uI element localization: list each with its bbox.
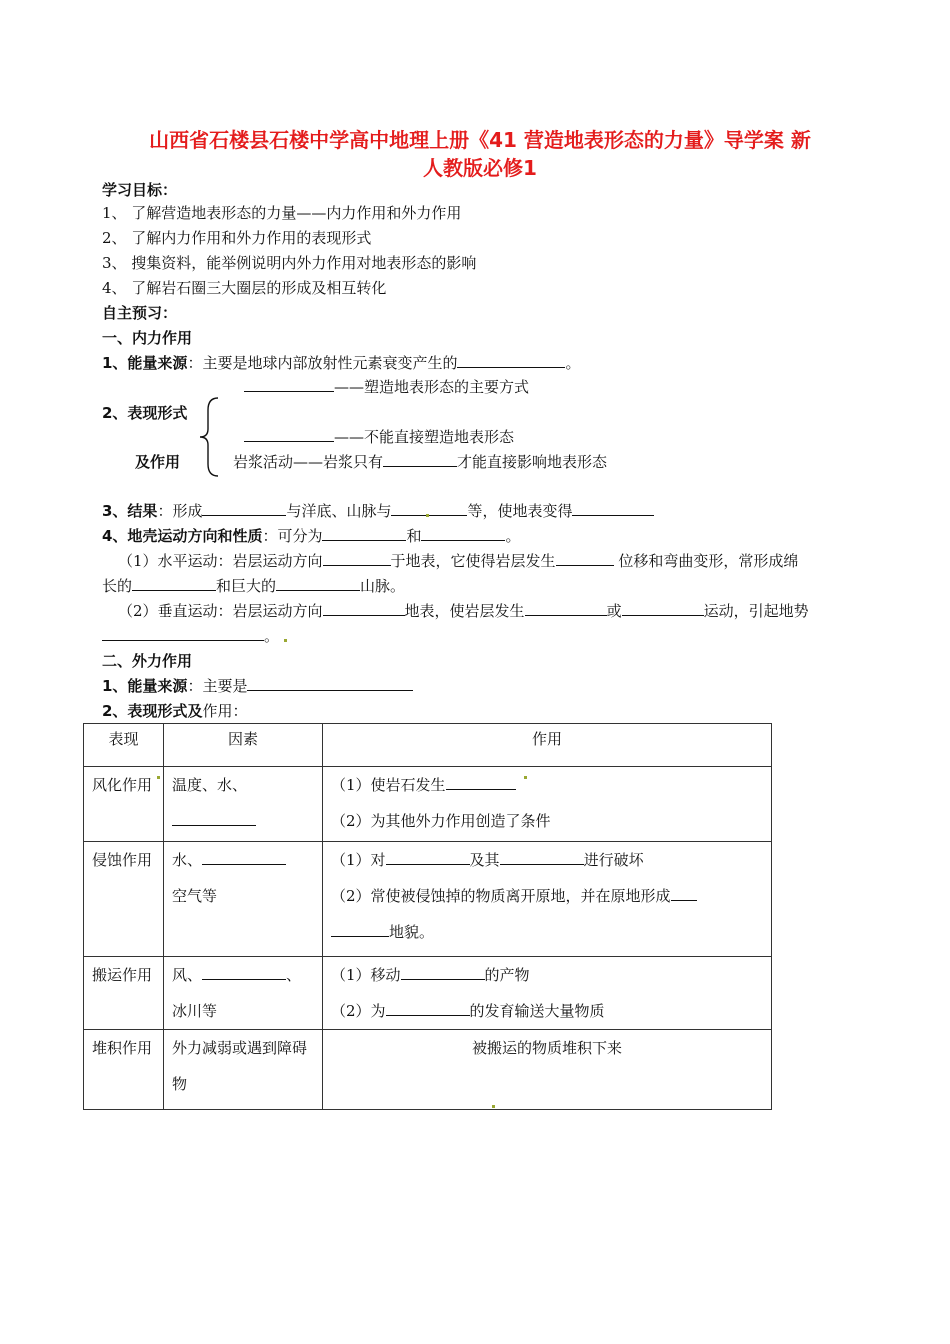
blank-field[interactable] — [276, 576, 360, 591]
stray-dot — [524, 776, 527, 779]
objective-item-1: 1、 了解营造地表形态的力量——内力作用和外力作用 — [102, 204, 462, 222]
preview-heading: 自主预习： — [102, 304, 178, 322]
table-cell-name: 搬运作用 — [84, 957, 164, 1030]
blank-field[interactable] — [244, 377, 334, 392]
external-forms-text: 作用： — [202, 702, 248, 720]
table-cell-effect: 被搬运的物质堆积下来 — [323, 1030, 772, 1110]
result-text-b: 与洋底、山脉与 — [286, 502, 392, 520]
form-3-pre: 岩浆活动——岩浆只有 — [233, 453, 384, 471]
blank-field[interactable] — [322, 526, 406, 541]
blank-field[interactable] — [421, 526, 505, 541]
section-1-heading: 一、内力作用 — [102, 329, 193, 347]
table-cell-name: 风化作用 — [84, 767, 164, 842]
horizontal-text-a: （1）水平运动：岩层运动方向 — [118, 552, 323, 570]
blank-field[interactable] — [622, 601, 704, 616]
blank-field[interactable] — [383, 452, 457, 467]
header-cell: 因素 — [164, 724, 323, 767]
table-row — [84, 1030, 772, 1110]
vertical-text-end: 。 — [264, 627, 280, 645]
vertical-text-c: 或 — [606, 602, 622, 620]
forms-label: 2、表现形式 — [102, 404, 188, 422]
external-energy-label: 1、能量来源 — [102, 677, 188, 695]
table-cell-effect: （1）对 及其 进行破坏 （2）常使被侵蚀掉的物质离开原地，并在原地形成 地貌。 — [323, 842, 772, 957]
forms-label-2: 及作用 — [135, 453, 181, 471]
blank-field[interactable] — [525, 601, 607, 616]
stray-dot — [426, 514, 429, 517]
blank-field[interactable] — [386, 1001, 470, 1016]
table-cell-factor: 水、 空气等 — [164, 842, 323, 957]
header-cell: 作用 — [323, 724, 772, 767]
table-cell-factor: 外力减弱或遇到障碍 物 — [164, 1030, 323, 1110]
table-row — [84, 957, 772, 1030]
blank-field[interactable] — [386, 850, 470, 865]
blank-field[interactable] — [202, 850, 286, 865]
blank-field[interactable] — [572, 501, 654, 516]
table-cell-name: 侵蚀作用 — [84, 842, 164, 957]
blank-field[interactable] — [247, 676, 413, 691]
vertical-text-d: 运动，引起地势 — [703, 602, 809, 620]
section-2-heading: 二、外力作用 — [102, 652, 193, 670]
title-line-1: 山西省石楼县石楼中学高中地理上册《41 营造地表形态的力量》导学案 新 — [149, 128, 811, 152]
table-cell-name: 堆积作用 — [84, 1030, 164, 1110]
horizontal-text-e: 和巨大的 — [216, 577, 277, 595]
table-cell-effect: （1）使岩石发生 （2）为其他外力作用创造了条件 — [323, 767, 772, 842]
form-2-line — [244, 427, 514, 447]
blank-field[interactable] — [202, 501, 286, 516]
crust-text-a: ：可分为 — [262, 527, 323, 545]
objective-item-4: 4、 了解岩石圈三大圈层的形成及相互转化 — [102, 279, 387, 297]
form-1-text: ——塑造地表形态的主要方式 — [334, 378, 530, 396]
table-cell-factor: 风、 、 冰川等 — [164, 957, 323, 1030]
table-cell-effect: （1）移动 的产物 （2）为 的发育输送大量物质 — [323, 957, 772, 1030]
document-title — [95, 126, 865, 182]
table-row — [84, 842, 772, 957]
crust-text-b: 和 — [406, 527, 422, 545]
horizontal-text-d: 长的 — [102, 577, 133, 595]
internal-energy-text: ：主要是地球内部放射性元素衰变产生的 — [187, 354, 458, 372]
crust-label: 4、地壳运动方向和性质 — [102, 527, 263, 545]
blank-field[interactable] — [391, 501, 467, 516]
blank-field[interactable] — [323, 551, 391, 566]
blank-field[interactable] — [401, 965, 485, 980]
blank-field[interactable] — [331, 922, 389, 937]
external-energy-text: ：主要是 — [187, 677, 248, 695]
external-forms-line — [102, 701, 247, 721]
internal-energy-label: 1、能量来源 — [102, 354, 188, 372]
crust-text-c: 。 — [505, 527, 521, 545]
form-3-line — [233, 452, 607, 472]
blank-field[interactable] — [244, 427, 334, 442]
external-forms-label: 2、表现形式及 — [102, 702, 203, 720]
table-row — [84, 767, 772, 842]
internal-energy-end: 。 — [565, 354, 581, 372]
horizontal-motion-line — [118, 551, 798, 571]
horizontal-text-c: 位移和弯曲变形，常形成绵 — [613, 552, 799, 570]
title-line-2: 人教版必修1 — [423, 156, 537, 180]
blank-field[interactable] — [132, 576, 216, 591]
blank-field[interactable] — [500, 850, 584, 865]
objectives-heading: 学习目标： — [102, 181, 178, 199]
vertical-text-b: 地表，使岩层发生 — [404, 602, 525, 620]
blank-field[interactable] — [102, 626, 264, 641]
vertical-motion-line — [118, 601, 809, 621]
result-text-a: ：形成 — [157, 502, 203, 520]
blank-field[interactable] — [671, 886, 697, 901]
header-cell: 表现 — [84, 724, 164, 767]
table-cell-factor: 温度、水、 — [164, 767, 323, 842]
crust-line — [102, 526, 521, 546]
form-3-post: 才能直接影响地表形态 — [457, 453, 608, 471]
external-energy-line — [102, 676, 413, 696]
horizontal-text-b: 于地表，它使得岩层发生 — [390, 552, 556, 570]
result-label: 3、结果 — [102, 502, 158, 520]
vertical-text-a: （2）垂直运动：岩层运动方向 — [118, 602, 323, 620]
vertical-motion-line-2 — [102, 626, 279, 646]
objective-item-3: 3、 搜集资料，能举例说明内外力作用对地表形态的影响 — [102, 254, 477, 272]
blank-field[interactable] — [202, 965, 286, 980]
form-1-line — [244, 377, 529, 397]
form-2-text: ——不能直接塑造地表形态 — [334, 428, 515, 446]
table-header-row — [84, 724, 772, 767]
blank-field[interactable] — [457, 353, 565, 368]
external-forces-table — [83, 723, 772, 1110]
blank-field[interactable] — [323, 601, 405, 616]
blank-field[interactable] — [172, 811, 256, 826]
blank-field[interactable] — [556, 551, 614, 566]
result-line — [102, 501, 654, 521]
horizontal-motion-line-2 — [102, 576, 405, 596]
blank-field[interactable] — [446, 775, 516, 790]
stray-dot — [492, 1105, 495, 1108]
stray-dot — [157, 776, 160, 779]
horizontal-text-f: 山脉。 — [360, 577, 406, 595]
result-text-c: 等，使地表变得 — [467, 502, 573, 520]
stray-dot — [284, 639, 287, 642]
internal-energy-line — [102, 353, 580, 373]
curly-brace-icon — [198, 396, 220, 478]
objective-item-2: 2、 了解内力作用和外力作用的表现形式 — [102, 229, 372, 247]
